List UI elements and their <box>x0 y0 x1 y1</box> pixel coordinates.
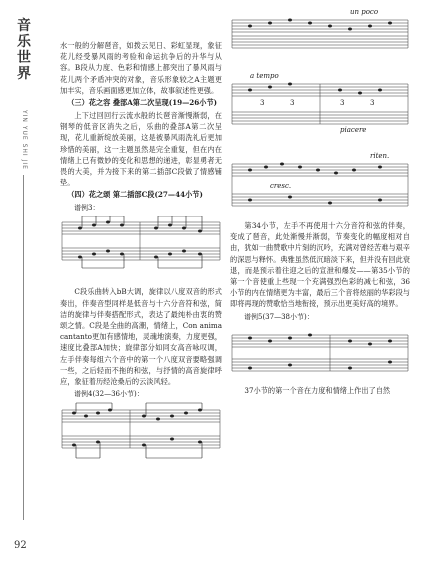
title-char: 界 <box>17 66 31 82</box>
paragraph: 水一般的分解琶音，如拨云见日、彩虹显现，象征花儿经受暴风雨的考验和命运抗争后的升华与从容。B段从力度、色彩和情感上都突出了暴风雨与花儿两个矛盾冲突的对象，音乐形象较之A主题更加丰实，音乐画面感更加立体，故事叙述性更强。 <box>60 41 222 95</box>
marking-un-poco: un poco <box>350 8 379 16</box>
page-number: 92 <box>14 540 27 551</box>
magazine-pinyin: YIN YUE SHI JIE <box>21 110 28 170</box>
marking-cresc: cresc. <box>270 182 292 190</box>
marking-riten: riten. <box>370 152 390 160</box>
example-label: 谱例3： <box>74 204 100 213</box>
paragraph: 第34小节，左手不再使用十六分音符和弦的伴奏，变成了琶音，此处渐慢并渐弱，节奏变化的幅度相对自由，犹如一曲赞歌中片刻的沉吟，充满对曾经苦难与艰辛的深思与释怀。典雅虽然低沉暗淡下来，但并没有回此衰退，而是预示着往迎之后的宣泄和爆发——第35小节的第一个音使重上些现一个充满强烈色彩的减七和弦，36小节的内在情绪更为丰富，最后三个音将炫丽的华彩段与即将再现的赞歌恰当地衔接，预示出更美好高的境界。 <box>230 221 410 309</box>
example-label: 谱例4(32—36小节)： <box>74 390 144 399</box>
score-continued <box>230 0 410 220</box>
title-char: 音 <box>17 18 31 34</box>
paragraph: 37小节的第一个音在力度和情绪上作出了自然 <box>244 385 391 395</box>
left-column <box>60 40 222 472</box>
title-char: 世 <box>17 50 31 66</box>
sidebar <box>0 0 48 583</box>
paragraph: C段乐曲转入bB大调，旋律以八度双音的形式奏出，伴奏音型同样是低音与十六分音符和弦，简洁的旋律与伴奏搭配形式，表达了最纯朴由衷的赞颂之情。C段是全曲的高潮，情绪上，Con anima cantanto更加有感情地，灵魂地演奏，力度更强，速度比叠部A加快；旋律部分如同女高音咏叹调，左手伴奏每组六个音中的第一个八度双音要略强调一些，之后轻而不拖的和弦，与抒情的高音旋律呼应，象征着历经沧桑后的云淡风轻。 <box>60 287 222 387</box>
marking-a-tempo: a tempo <box>250 72 279 80</box>
sidebar-rule <box>23 175 24 520</box>
tuplet-mark: 3 <box>340 99 345 107</box>
tuplet-mark: 3 <box>260 99 265 107</box>
section-heading: （三）花之容 叠部A第二次呈现(19—26小节) <box>67 98 218 108</box>
title-char: 乐 <box>17 34 31 50</box>
tuplet-mark: 3 <box>290 99 295 107</box>
score-example-3 <box>60 216 222 286</box>
tuplet-mark: 3 <box>370 99 375 107</box>
score-example-4 <box>60 402 222 472</box>
score-example-5 <box>230 325 410 385</box>
paragraph: 上下过回回行云流水般的长琶音渐慢渐弱，在钢琴的低音区消失之后，乐曲的叠部A第二次呈现，花儿重新绽放美丽，这是被暴风雨洗礼后更加珍惜的美丽，这一主题虽然是完全重复，但在内在情绪上已有微妙的变化和思想的递进，彰显勇者无畏的大美，并为接下来的第二插部C段做了情感铺垫。 <box>60 111 222 188</box>
example-label: 谱例5(37—38小节)： <box>244 312 314 321</box>
magazine-title <box>14 18 34 82</box>
section-heading: （四）花之颂 第二插部C段(27—44小节) <box>67 190 203 200</box>
right-column <box>230 0 410 396</box>
marking-piacere: piacere <box>340 126 367 134</box>
